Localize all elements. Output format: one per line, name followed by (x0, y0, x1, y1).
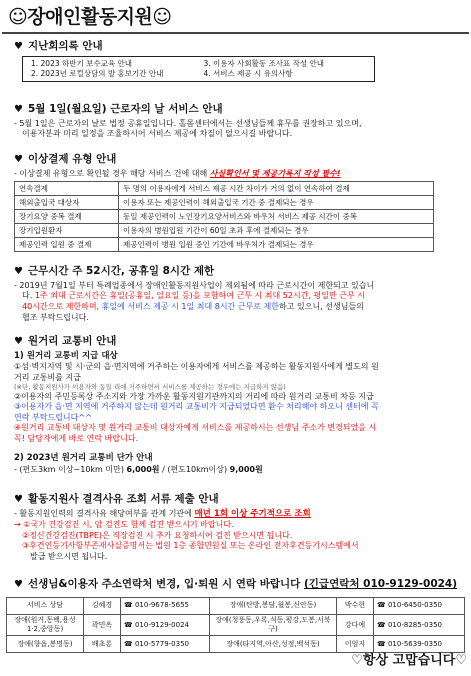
table-row: 연속결제 두 명의 이용자에게 서비스 제공 시간 차이가 거의 없이 연속하여 결제 (15, 182, 434, 196)
section-heading: 지난회의록 안내 (27, 40, 103, 52)
heart-icon: ♥ (14, 154, 23, 165)
body-text: 연락 부탁드립니다^^ (14, 412, 92, 422)
body-text: - 5월 1일은 근로자의 날로 법정 공휴일입니다. 홀몸센터에서는 선생님들께 휴무를 권장하고 있으며, (14, 118, 362, 128)
section-heading: 이상결제 유형 안내 (27, 153, 117, 165)
contacts-table (6, 597, 465, 653)
body-text: - 이상결제 유형으로 확인될 경우 해당 서비스 건에 대해 사실확인서 및 제공기록지 작성 필수! (14, 168, 341, 178)
table-row: 서비스 상담 김혜경 ☎ 010-9678-5655 장애(탄방,봉담,월봉,신안동) 박수현 ☎ 010-6450-0350 (7, 598, 465, 615)
table-row: 장기입원환자 이용자의 병원입원 기간이 60일 초과 후에 결제되는 경우 (15, 224, 434, 238)
body-text: 40시간으로 제한하며, 휴일에 서비스 제공 시 1일 최대 8시간 근무로 제한하고 있으니, 선생님들의 (22, 301, 364, 311)
section-disqualification-check (14, 493, 465, 562)
phone-icon: ☎ (377, 639, 388, 648)
body-text: → ①국가 건강검진 시, 암 검진도 함께 검진 받으시기 바랍니다. (14, 520, 234, 530)
body-text: 발급 받으시면 됩니다. (30, 551, 108, 561)
list-item: 3. 이용자 사회활동 조사표 작성 안내 (203, 58, 325, 68)
body-text: ③이용자가 읍·면 지역에 거주하지 않는데 원거리 교통비가 지급되었다면 환수 처리해야 하오니 센터에 꼭 (14, 402, 379, 412)
body-text: 협조 부탁드립니다. (22, 312, 89, 322)
list-item: 4. 서비스 제공 시 유의사항 (203, 68, 293, 78)
section-heading: 원거리 교통비 안내 (27, 335, 117, 347)
body-text: 이용자분과 미리 일정을 조율하시어 서비스 제공에 차질이 없으시길 바랍니다. (22, 129, 293, 139)
emphasis-text: 사실확인서 및 제공기록지 작성 필수! (209, 168, 341, 178)
section-workers-day (14, 103, 465, 140)
phone-icon: ☎ (377, 601, 388, 610)
body-text: - 2019년 7월1일 부터 특례업종에서 장애인활동지원사업이 제외됨에 따라 근로시간이 제한되고 있습니 (14, 280, 375, 290)
body-text: 꼭! 담당자에게 바로 연락 바랍니다. (14, 433, 139, 443)
section-abnormal-payment (14, 153, 465, 252)
note-text: (※단, 활동지원사가 이용자와 동일 리에 거주하면서 서비스를 제공하는 경우에는 지급하지 않음) (14, 383, 286, 392)
section-heading: 5월 1일(월요일) 근로자의 날 서비스 안내 (27, 103, 223, 115)
closing-message: ♡항상 고맙습니다♡ (351, 653, 467, 668)
heart-icon: ♥ (14, 494, 23, 505)
body-text: ②이용자의 주민등록상 주소지와 가장 가까운 활동지원기관까지의 거리에 따라 원거리 교통비 차등 지급 (14, 391, 374, 401)
section-heading: 활동지원사 결격사유 조회 서류 제출 안내 (27, 493, 219, 505)
phone-icon: ☎ (124, 601, 135, 610)
table-row: 해외출입국 대상자 이용자 또는 제공인력이 해외출입국 기간 중 결제되는 경우 (15, 196, 434, 210)
section-previous-minutes (14, 40, 465, 82)
phone-icon: ☎ (124, 620, 135, 629)
minutes-box (22, 56, 375, 82)
list-item: 2. 2023년 로컬상담의 발 홍보기간 안내 (31, 68, 164, 78)
subheading: 2) 2023년 원거리 교통비 단가 안내 (14, 453, 153, 464)
section-working-hours (14, 265, 465, 323)
body-text: ③후견인등기사항부존재사실증명서는 법원 1층 종합민원실 또는 온라인 전자후견등기시스템에서 (22, 541, 359, 551)
section-travel-allowance (14, 335, 465, 475)
heart-icon: ♥ (14, 41, 23, 52)
heart-icon: ♥ (14, 104, 23, 115)
list-item: 1. 2023 하반기 보수교육 안내 (31, 58, 132, 68)
emergency-contact: (긴급연락처 010-9129-0024) (303, 578, 458, 590)
body-text: ①섬·벽지지역 및 시·군의 읍·면지역에 거주하는 이용자에게 서비스를 제공하는 활동지원사에게 별도의 원 (14, 362, 379, 372)
phone-icon: ☎ (377, 620, 388, 629)
body-text: 다. 1주 최대 근로시간은 휴일(공휴일, 일요일 등)을 포함하여 근무 시 최대 52시간, 평일만 근무 시 (22, 291, 365, 301)
heart-icon: ♥ (14, 336, 23, 347)
body-text: ④원거리 교통비 대상자 및 원거리 교통비 대상자에게 서비스를 제공하시는 선생님 주소가 변경되었을 시 (14, 423, 377, 433)
section-contact-change (14, 578, 465, 594)
title-bar (2, 2, 469, 34)
table-row: 제공인력 입원 중 결제 제공인력이 병원 입원 중인 기간에 바우처가 결제되는 경우 (15, 238, 434, 252)
body-text: - 활동지원인력의 결격사유 해당여부를 관계 기관에 매년 1회 이상 주기적으로 조회 (14, 508, 311, 519)
body-text: - (편도3km 이상~10km 미만) 6,000원 / (편도10km이상) 9,000원 (14, 464, 263, 474)
heart-icon: ♥ (14, 579, 23, 590)
table-row: 장애(원거,동백,용성1·2,중앙동) 곽민옥 ☎ 010-9129-0024 장애(청풍동,우록,석동,평강,도봉,서북구) 강다예 ☎ 010-8285-0350 (7, 615, 465, 636)
page-title: ☺장애인활동지원☺ (8, 6, 172, 28)
body-text: ②정신건강검진(TBPE)은 직장검진 시 추가 요청하시어 검진 받으시면 됩니다. (22, 530, 293, 540)
heart-icon: ♥ (14, 266, 23, 277)
abnormal-payment-table (14, 181, 434, 252)
table-row: 장애(향읍,봉명동) 배초롱 ☎ 010-5779-0350 장애(타지역,아산,성정,백석동) 이엄지 ☎ 010-5639-0350 (7, 636, 465, 653)
phone-icon: ☎ (124, 639, 135, 648)
section-heading: 근무시간 주 52시간, 공휴일 8시간 제한 (27, 265, 215, 277)
section-heading: 선생님&이용자 주소연락처 변경, 입·퇴원 시 연락 바랍니다 (27, 578, 304, 590)
subheading: 1) 원거리 교통비 지급 대상 (14, 350, 118, 361)
body-text: 거리 교통비를 지급 (14, 372, 81, 382)
table-row: 장기요양 중복 결제 동일 제공인력이 노인장기요양서비스와 바우처 서비스 제공 시간이 중복 (15, 210, 434, 224)
